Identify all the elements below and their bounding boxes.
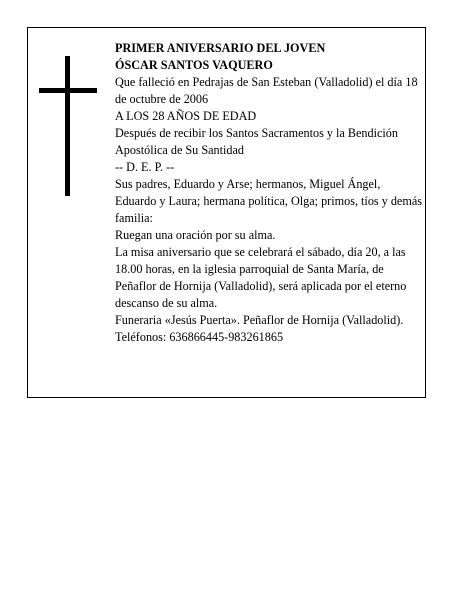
obituary-notice [27, 27, 426, 398]
obituary-age: A LOS 28 AÑOS DE EDAD [115, 109, 257, 123]
obituary-rip: -- D. E. P. -- [115, 160, 175, 174]
cross-icon [39, 56, 97, 196]
obituary-title-line-1: PRIMER ANIVERSARIO DEL JOVEN [115, 41, 326, 55]
obituary-family: Sus padres, Eduardo y Arse; hermanos, Miguel Ángel, Eduardo y Laura; hermana política, Olga; primos, tíos y demás familia: [115, 177, 422, 225]
obituary-death-info: Que falleció en Pedrajas de San Esteban (Valladolid) el día 18 de octubre de 2006 [115, 75, 418, 106]
obituary-mass-info: La misa aniversario que se celebrará el sábado, día 20, a las 18.00 horas, en la iglesia parroquial de Santa María, de Peñaflor de Hornija (Valladolid), será aplicada por el eterno descanso de su alma. [115, 245, 407, 310]
obituary-text [115, 40, 423, 346]
obituary-funeral-home: Funeraria «Jesús Puerta». Peñaflor de Hornija (Valladolid). Teléfonos: 636866445-983261865 [115, 313, 404, 344]
obituary-prayer-request: Ruegan una oración por su alma. [115, 228, 276, 242]
obituary-sacraments: Después de recibir los Santos Sacramentos y la Bendición Apostólica de Su Santidad [115, 126, 398, 157]
cross-vertical-bar [65, 56, 70, 196]
obituary-deceased-name: ÓSCAR SANTOS VAQUERO [115, 58, 273, 72]
cross-horizontal-bar [39, 88, 97, 93]
